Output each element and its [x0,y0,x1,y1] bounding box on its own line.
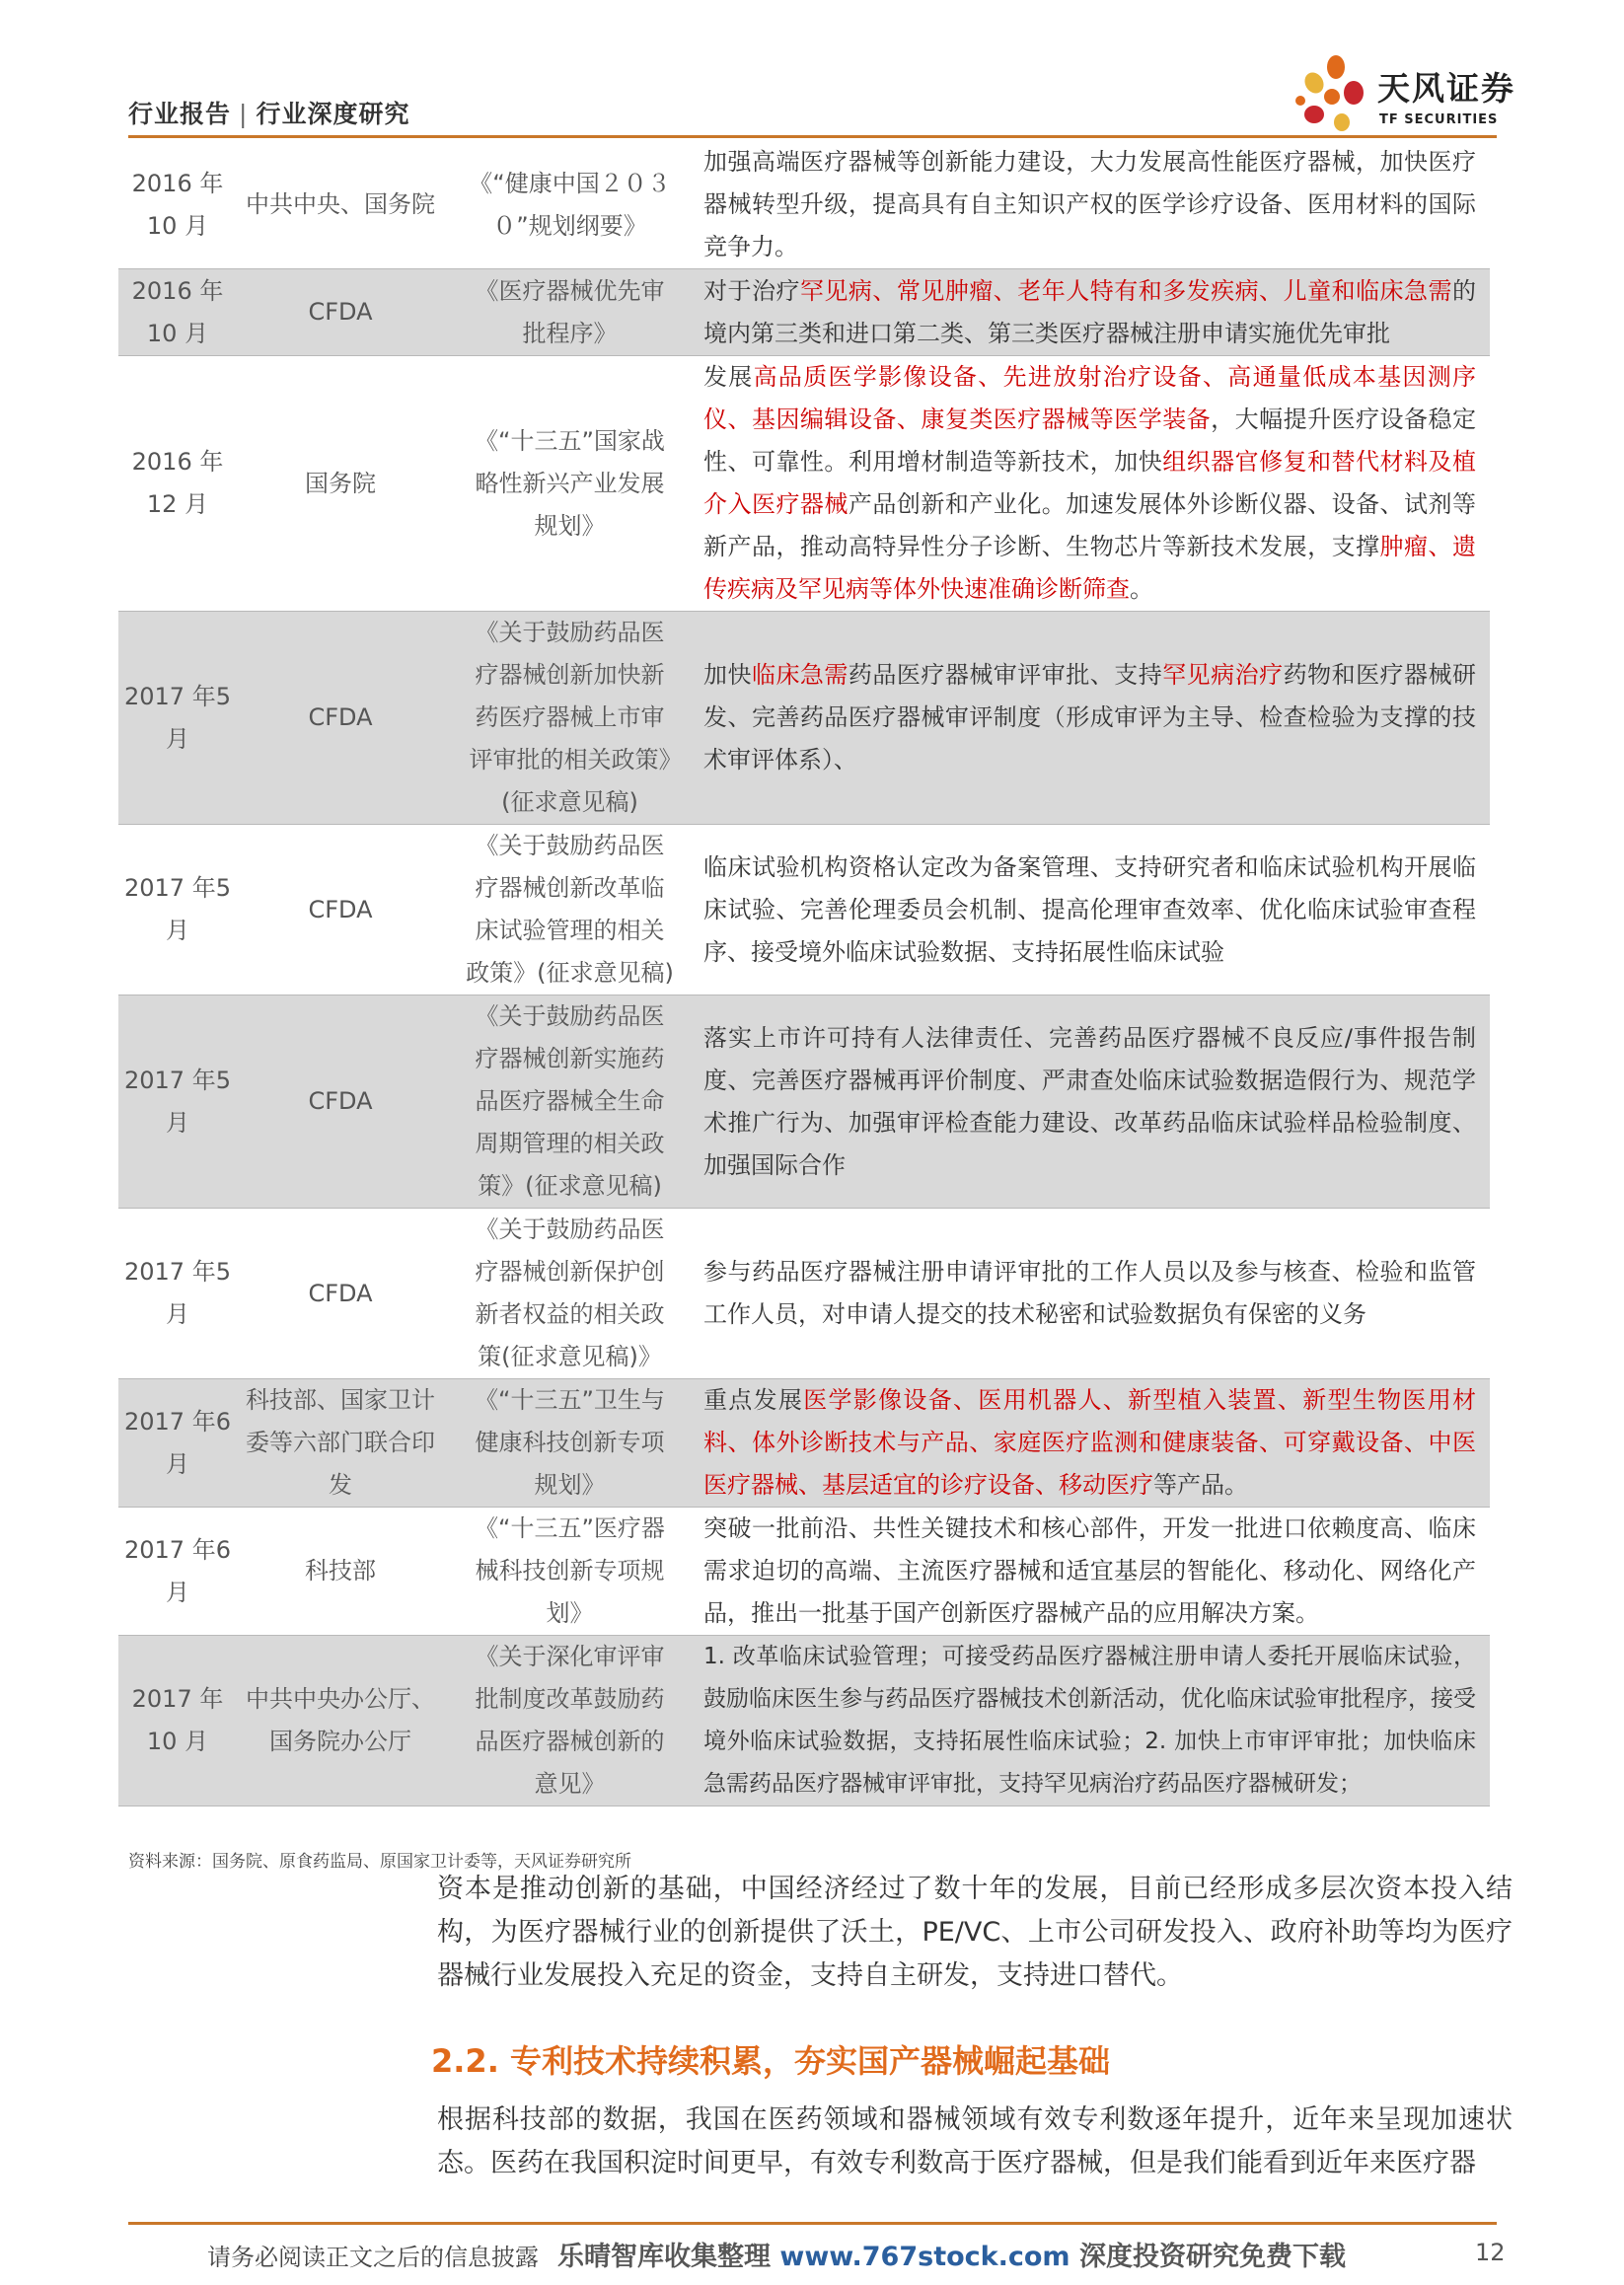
content-text: 加强高端医疗器械等创新能力建设，大力发展高性能医疗器械，加快医疗器械转型升级，提高具有自主知识产权的医学诊疗设备、医用材料的国际竞争力。 [703,148,1476,260]
content-text: 落实上市许可持有人法律责任、完善药品医疗器械不良反应/事件报告制度、完善医疗器械再评价制度、严肃查处临床试验数据造假行为、规范学术推广行为、加强审评检查能力建设、改革药品临床试验样品检验制度、加强国际合作 [703,1023,1476,1179]
report-subtitle: 行业深度研究 [256,100,410,128]
report-header [128,95,409,130]
content-text: ，大幅提升医疗设备稳定性、可靠性。利用增材制造等新技术，加快 [703,405,1477,476]
policy-content [696,1209,1490,1379]
policy-issuer: CFDA [237,269,444,356]
policy-issuer: CFDA [308,895,373,923]
content-text: 加快 [703,661,752,689]
policy-issuer: 国务院 [305,469,376,497]
policy-document: 《“健康中国２０３０”规划纲要》 [469,169,671,240]
policy-document: 《医疗器械优先审批程序》 [444,269,696,356]
content-text: 药品医疗器械审评审批、支持 [848,661,1163,689]
table-row [118,141,1490,269]
page-number: 12 [1475,2239,1506,2266]
footer-watermark [557,2235,1346,2273]
table-row [118,612,1490,825]
table-row [118,1636,1490,1806]
policy-issuer: 中共中央、国务院 [246,190,435,218]
policy-content [696,825,1490,995]
policy-issuer: CFDA [308,1279,373,1307]
content-text: 发展 [703,363,754,391]
policy-date: 2017 年5 月 [118,995,237,1209]
policy-issuer: CFDA [237,995,444,1209]
footer-disclaimer: 请务必阅读正文之后的信息披露 [207,2244,539,2271]
footer-divider [128,2222,1497,2225]
policy-content [696,612,1490,825]
policy-date: 2017 年5 月 [124,1258,231,1328]
policy-content [696,1508,1490,1636]
content-text: 药物和医疗器械研发、完善药品医疗器械审评制度（形成审评为主导、检查检验为支撑的技术审评体系）、 [703,661,1477,774]
body-paragraph-2: 根据科技部的数据，我国在医药领域和器械领域有效专利数逐年提升，近年来呈现加速状态。医药在我国积淀时间更早，有效专利数高于医疗器械，但是我们能看到近年来医疗器 [437,2104,1513,2178]
content-text: 产品创新和产业化。加速发展体外诊断仪器、设备、试剂等新产品，推动高特异性分子诊断、生物芯片等新技术发展，支撑 [703,490,1477,560]
content-text: 。 [1130,575,1153,603]
highlight-text: 组织器官修复和替代材料及植介入医疗器械 [703,448,1477,518]
policy-document: 《关于鼓励药品医疗器械创新加快新药医疗器械上市审评审批的相关政策》(征求意见稿) [444,612,696,825]
policy-table [118,141,1490,1806]
policy-content [696,141,1490,269]
policy-issuer: 科技部、国家卫计委等六部门联合印发 [237,1379,444,1508]
highlight-text: 医学影像设备、医用机器人、新型植入装置、新型生物医用材料、体外诊断技术与产品、家庭医疗监测和健康装备、可穿戴设备、中医医疗器械、基层适宜的诊疗设备、移动医疗 [703,1386,1477,1499]
policy-content [696,1379,1490,1508]
policy-date: 2016 年10 月 [131,169,224,240]
table-row [118,269,1490,356]
policy-table-body [118,141,1490,1806]
highlight-text: 罕见病、常见肿瘤、老年人特有和多发疾病、儿童和临床急需 [799,276,1452,305]
policy-date: 2017 年5 月 [118,612,237,825]
policy-document: 《“十三五”医疗器械科技创新专项规划》 [475,1514,665,1627]
content-text: 突破一批前沿、共性关键技术和核心部件，开发一批进口依赖度高、临床需求迫切的高端、主流医疗器械和适宜基层的智能化、移动化、网络化产品，推出一批基于国产创新医疗器械产品的应用解决方案。 [703,1514,1476,1627]
policy-document: 《关于鼓励药品医疗器械创新改革临床试验管理的相关政策》(征求意见稿) [466,832,674,987]
table-row [118,995,1490,1209]
policy-content [696,356,1490,612]
policy-content [696,995,1490,1209]
flower-logo-icon [1292,53,1375,136]
policy-document: 《关于鼓励药品医疗器械创新实施药品医疗器械全生命周期管理的相关政策》(征求意见稿) [444,995,696,1209]
source-note: 资料来源：国务院、原食药监局、原国家卫计委等，天风证券研究所 [128,1852,631,1872]
highlight-text: 临床急需 [751,661,849,689]
header-divider [128,135,1497,138]
table-row [118,1209,1490,1379]
report-type: 行业报告 [128,100,232,128]
content-text: 1. 改革临床试验管理；可接受药品医疗器械注册申请人委托开展临床试验，鼓励临床医生参与药品医疗器械技术创新活动，优化临床试验审批程序，接受境外临床试验数据，支持拓展性临床试验；2. 加快上市审评审批；加快临床急需药品医疗器械审评审批，支持罕见病治疗药品医疗器械研发； [703,1644,1476,1797]
content-text: 重点发展 [703,1386,804,1414]
logo-name: 天风证券 [1377,69,1515,108]
policy-document: 《“十三五”国家战略性新兴产业发展规划》 [475,426,665,540]
policy-date: 2016 年10 月 [118,269,237,356]
content-text: 临床试验机构资格认定改为备案管理、支持研究者和临床试验机构开展临床试验、完善伦理委员会机制、提高伦理审查效率、优化临床试验审查程序、接受境外临床试验数据、支持拓展性临床试验 [703,852,1476,966]
logo-subtitle: TF SECURITIES [1379,112,1499,127]
policy-content [696,1636,1490,1806]
body-paragraph-1: 资本是推动创新的基础，中国经济经过了数十年的发展，目前已经形成多层次资本投入结构，为医疗器械行业的创新提供了沃土，PE/VC、上市公司研发投入、政府补助等均为医疗器械行业发展投入充足的资金，支持自主研发，支持进口替代。 [437,1874,1513,1991]
policy-document: 《关于深化审评审批制度改革鼓励药品医疗器械创新的意见》 [444,1636,696,1806]
table-row [118,825,1490,995]
content-text: 对于治疗 [703,276,800,305]
highlight-text: 肿瘤、遗传疾病及罕见病等体外快速准确诊断筛查 [703,533,1476,603]
watermark-url: www.767stock.com [779,2242,1070,2272]
policy-date: 2017 年5 月 [124,874,231,944]
policy-issuer: 中共中央办公厅、国务院办公厅 [237,1636,444,1806]
section-heading: 2.2. 专利技术持续积累，夯实国产器械崛起基础 [431,2042,1110,2080]
policy-date: 2016 年12 月 [131,448,224,518]
content-text: 的境内第三类和进口第二类、第三类医疗器械注册申请实施优先审批 [703,276,1476,347]
table-row [118,1508,1490,1636]
content-text: 参与药品医疗器械注册申请评审批的工作人员以及参与核查、检验和监管工作人员，对申请人提交的技术秘密和试验数据负有保密的义务 [703,1258,1476,1328]
highlight-text: 高品质医学影像设备、先进放射治疗设备、高通量低成本基因测序仪、基因编辑设备、康复类医疗器械等医学装备 [703,363,1477,433]
policy-date: 2017 年10 月 [118,1636,237,1806]
policy-document: 《关于鼓励药品医疗器械创新保护创新者权益的相关政策(征求意见稿)》 [475,1216,665,1370]
watermark-tail: 深度投资研究免费下载 [1078,2242,1346,2272]
policy-document: 《“十三五”卫生与健康科技创新专项规划》 [444,1379,696,1508]
policy-date: 2017 年6 月 [118,1379,237,1508]
table-row [118,1379,1490,1508]
policy-issuer: CFDA [237,612,444,825]
watermark-text: 乐晴智库收集整理 [557,2242,771,2272]
header-separator: | [239,100,249,128]
company-logo [1292,53,1539,136]
policy-date: 2017 年6 月 [124,1535,231,1606]
content-text: 等产品。 [1153,1471,1248,1499]
policy-issuer: 科技部 [305,1557,376,1585]
highlight-text: 罕见病治疗 [1162,661,1284,689]
policy-content [696,269,1490,356]
table-row [118,356,1490,612]
